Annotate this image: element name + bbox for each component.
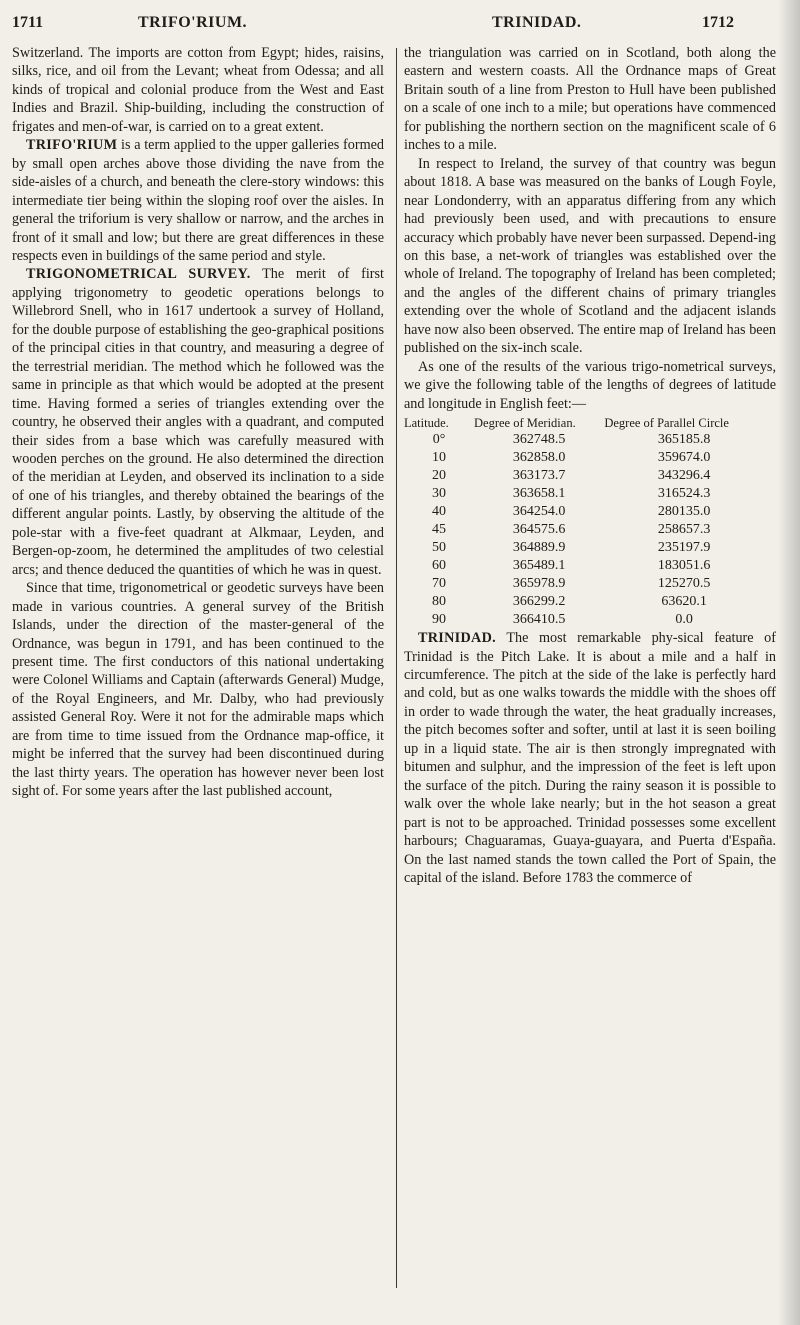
table-cell-meridian: 366299.2 <box>512 594 566 610</box>
entry-heading-trigonometrical-survey: TRIGONOMETRICAL SURVEY. <box>26 266 251 283</box>
page-header <box>12 14 772 38</box>
table-cell-latitude: 10 <box>432 450 446 466</box>
table-cell-latitude: 0° <box>432 432 446 448</box>
degree-lengths-table <box>404 417 764 629</box>
table-cell-latitude: 50 <box>432 540 446 556</box>
table-cell-meridian: 364889.9 <box>512 540 566 556</box>
entry-heading-trinidad: TRINIDAD. <box>418 630 496 647</box>
left-column <box>12 44 384 801</box>
paragraph-scotland: the triangulation was carried on in Scotland, both along the eastern and western coasts. All the Ordnance maps of Great Britain south of a line from Preston to Hull have been published on a scale of one inch to a mile; but operations have commenced for publishing the northern section on the magnificent scale of 6 inches to a mile. <box>404 45 776 154</box>
table-cell-parallel: 183051.6 <box>657 558 711 574</box>
table-row <box>404 485 764 503</box>
table-cell-latitude: 90 <box>432 612 446 628</box>
table-header-latitude: Latitude. <box>404 416 449 431</box>
table-row <box>404 449 764 467</box>
table-cell-latitude: 45 <box>432 522 446 538</box>
left-running-title: TRIFO'RIUM. <box>138 14 248 31</box>
table-row <box>404 503 764 521</box>
table-row <box>404 467 764 485</box>
table-cell-meridian: 365978.9 <box>512 576 566 592</box>
table-cell-meridian: 364575.6 <box>512 522 566 538</box>
table-cell-parallel: 316524.3 <box>657 486 711 502</box>
table-cell-meridian: 362748.5 <box>512 432 566 448</box>
table-cell-latitude: 30 <box>432 486 446 502</box>
paragraph-switzerland: Switzerland. The imports are cotton from Egypt; hides, raisins, silks, rice, and oil from the Levant; wheat from Odessa; and all kinds of tropical and colonial produce from the West and East Indies and Brazil. Ship-building, including the construction of frigates and men-of-war, is carried on to a great extent. <box>12 45 384 135</box>
table-cell-parallel: 359674.0 <box>657 450 711 466</box>
table-row <box>404 521 764 539</box>
table-row <box>404 575 764 593</box>
table-row <box>404 539 764 557</box>
table-cell-parallel: 0.0 <box>675 612 693 628</box>
right-column <box>404 44 776 887</box>
page-edge-shadow <box>778 0 800 1325</box>
table-body <box>404 431 764 629</box>
entry-text-trinidad: The most remarkable phy-sical feature of Trinidad is the Pitch Lake. It is about a mile and a half in circumference. The pitch at the side of the lake is perfectly hard and cold, but as one walks towards the middle with the shoes off in order to wade through the water, the heat gradually increases, the pitch becomes softer and softer, until at last it is seen boiling up in a liquid state. The air is then strongly impregnated with bitumen and sulphur, and the impression of the feet is left upon the surface of the pitch. During the rainy season it is possible to walk over the whole lake nearly; but in the hot season a great part is not to be approached. Trinidad possesses some excellent harbours; Chaguaramas, Guaya-guayara, and Puerta d'España. On the last named stands the town called the Port of Spain, the capital of the island. Before 1783 the commerce of <box>404 630 776 886</box>
table-row <box>404 593 764 611</box>
table-cell-parallel: 235197.9 <box>657 540 711 556</box>
entry-trigonometrical-survey <box>12 265 384 579</box>
table-cell-parallel: 280135.0 <box>657 504 711 520</box>
entry-triforium <box>12 136 384 265</box>
table-header-parallel: Degree of Parallel Circle <box>604 416 729 431</box>
table-cell-meridian: 363173.7 <box>512 468 566 484</box>
table-cell-meridian: 362858.0 <box>512 450 566 466</box>
table-row <box>404 431 764 449</box>
table-row <box>404 611 764 629</box>
table-row <box>404 557 764 575</box>
table-cell-meridian: 364254.0 <box>512 504 566 520</box>
table-cell-meridian: 366410.5 <box>512 612 566 628</box>
table-cell-parallel: 365185.8 <box>657 432 711 448</box>
table-cell-parallel: 63620.1 <box>661 594 707 610</box>
table-cell-meridian: 363658.1 <box>512 486 566 502</box>
table-cell-meridian: 365489.1 <box>512 558 566 574</box>
table-header-meridian: Degree of Meridian. <box>474 416 576 431</box>
entry-text-triforium: is a term applied to the upper galleries formed by small open arches above those dividing the nave from the side-aisles of a church, and beneath the clere-story windows: this intermediate tier being within the sloping roof over the aisles. In general the triforium is very shallow or narrow, and the arches in front of it small and low; but there are great differences in these respects even in buildings of the same period and style. <box>12 137 384 264</box>
entry-text-trigonometrical-survey: The merit of first applying trigonometry to geodetic operations belongs to Willebrord Snell, who in 1617 undertook a survey of Holland, for the double purpose of establishing the geo-graphical positions of the principal cities in that country, and measuring a degree of the terrestrial meridian. The method which he followed was the same in principle as that which would be adopted at the present time. Having formed a series of triangles extending over the country, he observed their angles with a quadrant, and computed their sides from a base which was carefully measured with wooden perches on the ground. He also determined the direction of the meridian at Leyden, and observed its inclination to a side of one of his triangles, and thereby obtained the bearings of the different angular points. Lastly, by observing the altitude of the pole-star with a five-feet quadrant at Alkmaar, Leyden, and Bergen-op-zoom, he determined the amplitudes of two celestial arcs; and thence deduced the quantities of which he was in quest. <box>12 266 384 578</box>
paragraph-table-intro: As one of the results of the various trigo-nometrical surveys, we give the following table of the lengths of degrees of latitude and longitude in English feet:— <box>404 358 776 412</box>
entry-trinidad <box>404 629 776 887</box>
paragraph-surveys: Since that time, trigonometrical or geodetic surveys have been made in various countries. A general survey of the British Islands, under the direction of the master-general of the Ordnance, was begun in 1791, and has been continued to the present time. The first conductors of this national undertaking were Colonel Williams and Captain (afterwards General) Mudge, of the Royal Engineers, and Mr. Dalby, who had previously assisted General Roy. Were it not for the admirable maps which are from time to time issued from the Ordnance map-office, it might be inferred that the survey had been discontinued during the last thirty years. The operation has however never been lost sight of. For some years after the last published account, <box>12 580 384 800</box>
table-cell-parallel: 125270.5 <box>657 576 711 592</box>
table-cell-parallel: 343296.4 <box>657 468 711 484</box>
right-page-number: 1712 <box>702 14 734 31</box>
entry-heading-triforium: TRIFO'RIUM <box>26 137 118 154</box>
table-cell-latitude: 80 <box>432 594 446 610</box>
table-cell-latitude: 20 <box>432 468 446 484</box>
paragraph-ireland: In respect to Ireland, the survey of that country was begun about 1818. A base was measured on the banks of Lough Foyle, near Londonderry, with an apparatus differing from any which had previously been used, and with precautions to ensure accuracy which probably have never been surpassed. Depend-ing on this base, a net-work of triangles was established over the whole of Ireland. The topography of Ireland has been completed; and the angles of the different chains of primary triangles extending over the whole of Scotland and the adjacent islands have now also been observed. The entire map of Ireland has been published on the six-inch scale. <box>404 155 776 357</box>
column-divider <box>396 48 397 1288</box>
table-cell-parallel: 258657.3 <box>657 522 711 538</box>
left-page-number: 1711 <box>12 14 44 31</box>
table-cell-latitude: 40 <box>432 504 446 520</box>
right-running-title: TRINIDAD. <box>492 14 582 31</box>
table-cell-latitude: 70 <box>432 576 446 592</box>
table-cell-latitude: 60 <box>432 558 446 574</box>
